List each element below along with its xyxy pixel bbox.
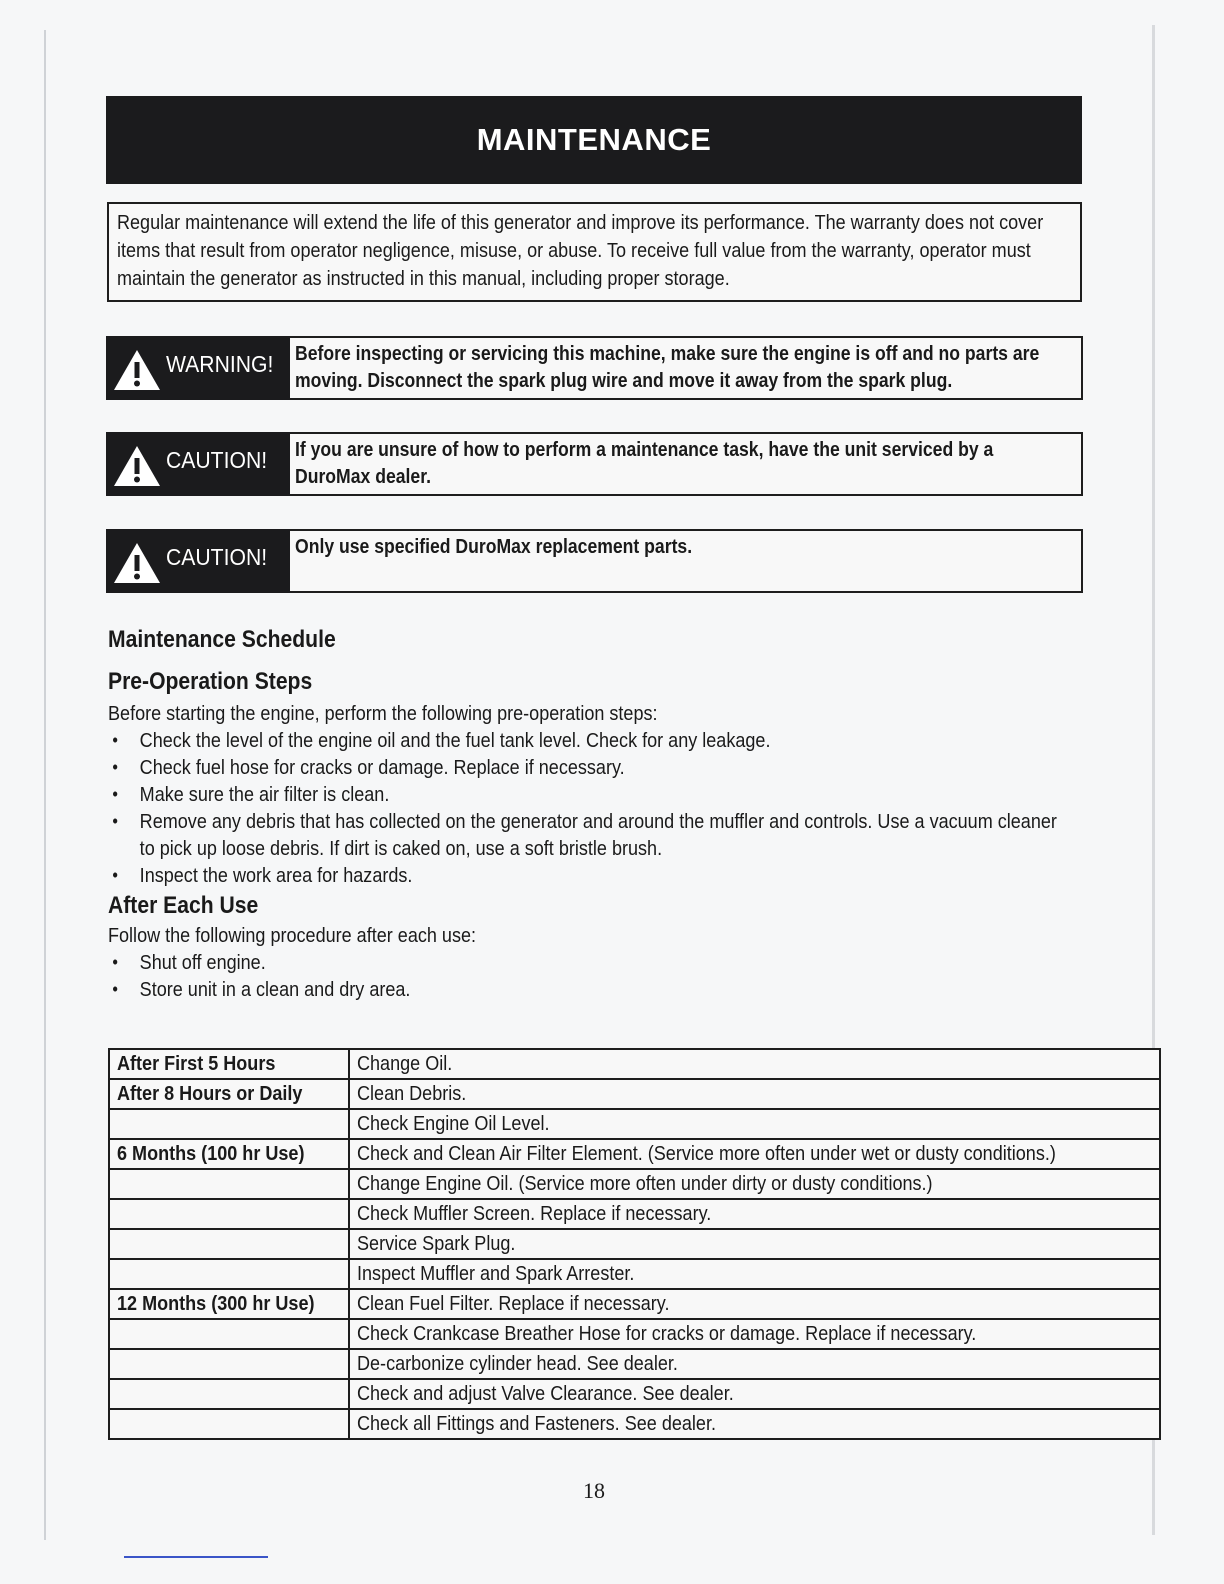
list-item: • Store unit in a clean and dry area.: [112, 978, 411, 1001]
maintenance-table: [108, 1048, 1161, 1440]
table-row: [109, 1109, 1160, 1139]
subsection-heading: Pre-Operation Steps: [108, 668, 313, 695]
notice-message: [290, 336, 1083, 400]
table-cell: [109, 1259, 349, 1289]
table-row: [109, 1169, 1160, 1199]
warning-notice: [106, 336, 1083, 400]
table-row: [109, 1379, 1160, 1409]
notice-text: Only use specified DuroMax replacement parts.: [295, 536, 693, 558]
table-cell: Check and Clean Air Filter Element. (Service more often under wet or dusty conditions.): [349, 1139, 1159, 1169]
table-row: [109, 1229, 1160, 1259]
table-cell: [109, 1199, 349, 1229]
caution-notice: [106, 432, 1083, 496]
table-cell: De-carbonize cylinder head. See dealer.: [349, 1349, 1159, 1379]
list-item: • Check the level of the engine oil and the fuel tank level. Check for any leakage.: [112, 729, 771, 752]
table-cell: [109, 1379, 349, 1409]
table-cell: [109, 1319, 349, 1349]
caution-notice: [106, 529, 1083, 593]
preop-list: [108, 727, 1076, 889]
page-edge: [44, 30, 46, 1540]
table-row: [109, 1289, 1160, 1319]
notice-tag: [106, 336, 290, 400]
notice-message: [290, 432, 1083, 496]
table-row: [109, 1409, 1160, 1439]
table-cell: [109, 1349, 349, 1379]
table-cell: Inspect Muffler and Spark Arrester.: [349, 1259, 1159, 1289]
table-cell: Check all Fittings and Fasteners. See dealer.: [349, 1409, 1159, 1439]
list-item: • Make sure the air filter is clean.: [112, 783, 390, 806]
table-cell: Check Engine Oil Level.: [349, 1109, 1159, 1139]
footer-rule: [124, 1556, 268, 1558]
list-item: • Inspect the work area for hazards.: [112, 864, 413, 887]
intro-text: Regular maintenance will extend the life of this generator and improve its performance. The warranty does not cover items that result from operator negligence, misuse, or abuse. To receive full value from the warranty, operator must maintain the generator as instructed in this manual, including proper storage.: [117, 211, 1044, 290]
table-row: [109, 1319, 1160, 1349]
notice-label: CAUTION!: [166, 544, 268, 570]
list-item: • Check fuel hose for cracks or damage. Replace if necessary.: [112, 756, 625, 779]
preop-intro: Before starting the engine, perform the following pre-operation steps:: [108, 702, 658, 725]
after-use-list: [108, 949, 1076, 1003]
table-row: [109, 1079, 1160, 1109]
table-cell: Check and adjust Valve Clearance. See dealer.: [349, 1379, 1159, 1409]
table-cell: Clean Fuel Filter. Replace if necessary.: [349, 1289, 1159, 1319]
after-use-intro: Follow the following procedure after each use:: [108, 924, 477, 947]
warning-triangle-icon: [112, 348, 162, 392]
table-cell: [109, 1109, 349, 1139]
table-cell: [109, 1229, 349, 1259]
table-cell: Check Crankcase Breather Hose for cracks or damage. Replace if necessary.: [349, 1319, 1159, 1349]
table-row: [109, 1049, 1160, 1079]
notice-label: WARNING!: [166, 351, 274, 377]
section-heading: Maintenance Schedule: [108, 626, 336, 653]
table-row: [109, 1349, 1160, 1379]
table-cell: Check Muffler Screen. Replace if necessary.: [349, 1199, 1159, 1229]
table-cell: 12 Months (300 hr Use): [109, 1289, 349, 1319]
notice-tag: [106, 529, 290, 593]
table-row: [109, 1199, 1160, 1229]
table-cell: [109, 1409, 349, 1439]
notice-tag: [106, 432, 290, 496]
page-number: 18: [583, 1478, 605, 1503]
table-cell: [109, 1169, 349, 1199]
warning-triangle-icon: [112, 444, 162, 488]
table-cell: After First 5 Hours: [109, 1049, 349, 1079]
list-item: • Remove any debris that has collected on the generator and around the muffler and controls. Use a vacuum cleaner to pick up loose debris. If dirt is caked on, use a soft bristle brush.: [112, 810, 1057, 860]
table-cell: Change Engine Oil. (Service more often under dirty or dusty conditions.): [349, 1169, 1159, 1199]
subsection-heading: After Each Use: [108, 892, 259, 919]
table-row: [109, 1139, 1160, 1169]
page-title: MAINTENANCE: [106, 96, 1082, 184]
table-cell: Change Oil.: [349, 1049, 1159, 1079]
notice-text: If you are unsure of how to perform a maintenance task, have the unit serviced by a DuroMax dealer.: [295, 439, 994, 488]
list-item: • Shut off engine.: [112, 951, 266, 974]
table-cell: After 8 Hours or Daily: [109, 1079, 349, 1109]
notice-text: Before inspecting or servicing this machine, make sure the engine is off and no parts are moving. Disconnect the spark plug wire and move it away from the spark plug.: [295, 343, 1040, 392]
intro-box: [107, 202, 1082, 302]
warning-triangle-icon: [112, 541, 162, 585]
table-cell: Clean Debris.: [349, 1079, 1159, 1109]
notice-message: [290, 529, 1083, 593]
table-row: [109, 1259, 1160, 1289]
table-cell: 6 Months (100 hr Use): [109, 1139, 349, 1169]
notice-label: CAUTION!: [166, 447, 268, 473]
table-cell: Service Spark Plug.: [349, 1229, 1159, 1259]
